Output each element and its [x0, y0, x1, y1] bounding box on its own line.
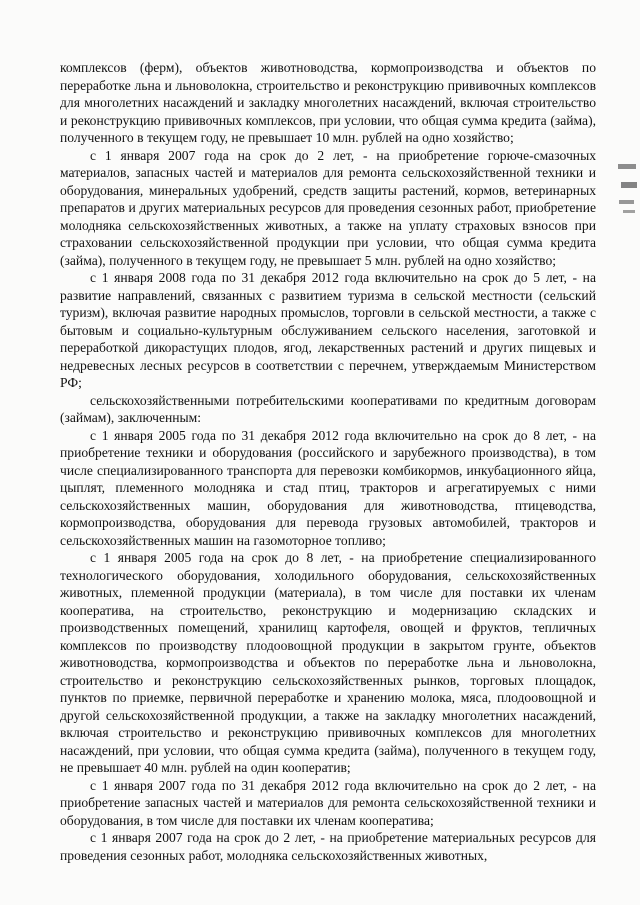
paragraph: с 1 января 2008 года по 31 декабря 2012 года включительно на срок до 5 лет, - на развитие направлений, связанных с развитием туризма в сельской местности (сельский туризм), включая развитие народных промыслов, торговли в сельской местности, а также с бытовым и социально-культурным обслуживанием сельского населения, заготовкой и переработкой дикорастущих плодов, ягод, лекарственных растений и других пищевых и недревесных лесных ресурсов в соответствии с перечнем, утверждаемым Министерством РФ;	[60, 270, 596, 390]
paragraph: с 1 января 2007 года по 31 декабря 2012 года включительно на срок до 2 лет, - на приобретение запасных частей и материалов для ремонта сельскохозяйственной техники и оборудования, в том числе для поставки их членам кооператива;	[60, 777, 596, 828]
paragraph: с 1 января 2007 года на срок до 2 лет, - на приобретение горюче-смазочных материалов, запасных частей и материалов для ремонта сельскохозяйственной техники и оборудования, минеральных удобрений, средств защиты растений, кормов, ветеринарных препаратов и других материальных ресурсов для проведения сезонных работ, приобретение молодняка сельскохозяйственных животных, а также на уплату страховых взносов при страховании сельскохозяйственной продукции при условии, что общая сумма кредита (займа), полученного в текущем году, не превышает 5 млн. рублей на одно хозяйство;	[60, 147, 596, 268]
paragraph: сельскохозяйственными потребительскими кооперативами по кредитным договорам (займам), заключенным:	[60, 392, 596, 425]
paragraph-last	[60, 829, 596, 864]
paragraph: комплексов (ферм), объектов животноводства, кормопроизводства и объектов по переработке льна и льноволокна, строительство и реконструкцию прививочных комплексов для многолетних насаждений и закладку многолетних насаждений, включая строительство и реконструкцию прививочных комплексов, при условии, что общая сумма кредита (займа), полученного в текущем году, не превышает 10 млн. рублей на одно хозяйство;	[60, 60, 596, 145]
last-line-second: проведения сезонных работ, молодняка сельскохозяйственных животных,	[60, 847, 488, 863]
document-page	[60, 59, 596, 864]
scan-artifact	[616, 160, 638, 220]
paragraph: с 1 января 2005 года на срок до 8 лет, - на приобретение специализированного технологического оборудования, холодильного оборудования, сельскохозяйственных животных, племенной продукции (материала), в том числе для поставки их членам кооператива, на строительство, реконструкцию и модернизацию складских и производственных помещений, хранилищ картофеля, овощей и фруктов, тепличных комплексов по производству плодоовощной продукции в закрытом грунте, объектов животноводства, кормопроизводства и объектов по переработке льна и льноволокна, строительство и реконструкцию сельскохозяйственных рынков, торговых площадок, пунктов по приемке, первичной переработке и хранению молока, мяса, плодоовощной и другой сельскохозяйственной продукции, а также на закладку многолетних насаждений, включая строительство и реконструкцию прививочных комплексов для многолетних насаждений, при условии, что общая сумма кредита (займа), полученного в текущем году, не превышает 40 млн. рублей на один кооператив;	[60, 550, 596, 775]
last-line-first: с 1 января 2007 года на срок до 2 лет, - на приобретение материальных ресурсов для	[90, 830, 596, 845]
paragraph: с 1 января 2005 года по 31 декабря 2012 года включительно на срок до 8 лет, - на приобретение техники и оборудования (российского и зарубежного производства), в том числе специализированного транспорта для перевозки комбикормов, инкубационного яйца, цыплят, племенного молодняка и стад птиц, тракторов и агрегатируемых с ними сельскохозяйственных машин, оборудования для животноводства, птицеводства, кормопроизводства, оборудования для перевода грузовых автомобилей, тракторов и сельскохозяйственных машин на газомоторное топливо;	[60, 427, 596, 548]
